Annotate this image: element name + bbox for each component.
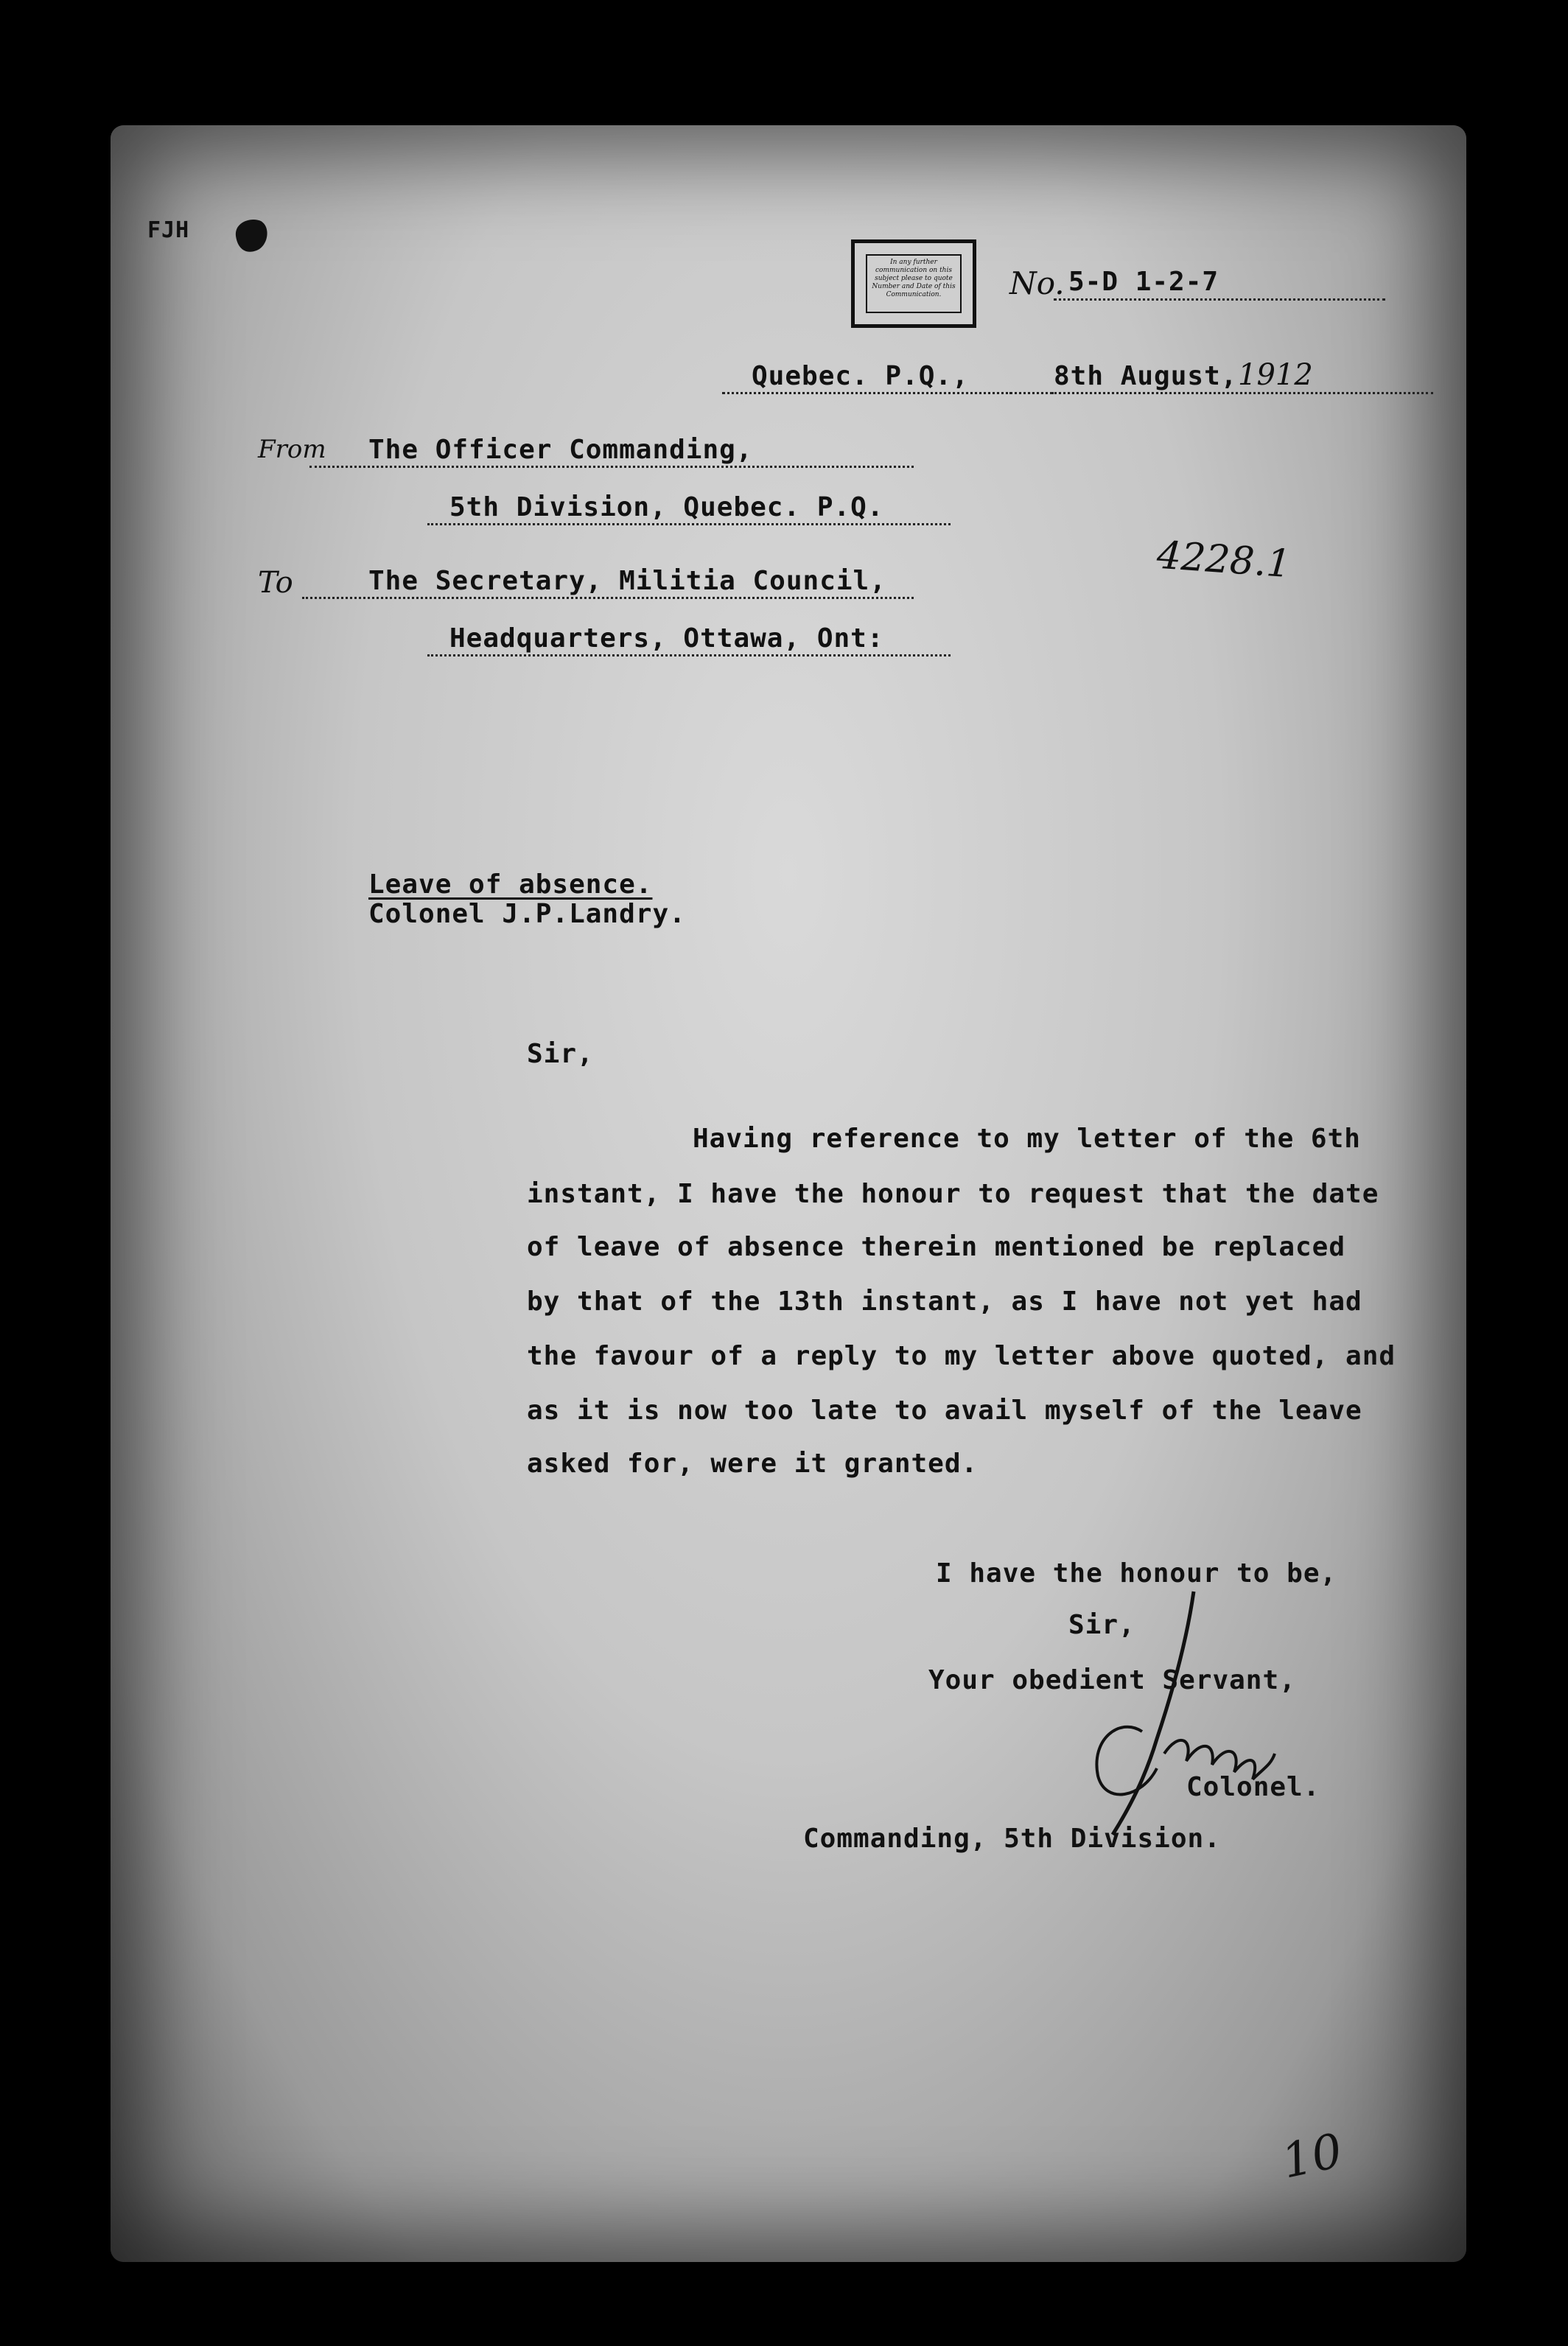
closing-line-2: Sir, [1068,1610,1135,1640]
ink-blot-icon [228,214,273,258]
number-label: No. [1009,265,1065,301]
place-dotline [722,392,1054,394]
body-line: of leave of absence therein mentioned be replaced [527,1232,1346,1262]
salutation: Sir, [527,1039,594,1069]
from-line-1: The Officer Commanding, [368,435,753,465]
body-line: as it is now too late to avail myself of the leave [527,1396,1362,1426]
file-number: 5-D 1-2-7 [1068,267,1219,297]
from-label: From [258,435,326,464]
stamp-text: In any further communication on this subject please to quote Number and Date of this Communication. [866,254,962,313]
number-dotline [1054,298,1385,301]
commanding-title: Commanding, 5th Division. [803,1824,1221,1854]
to-dotline-2 [427,654,951,656]
closing-line-3: Your obedient Servant, [928,1665,1296,1695]
date-place: Quebec. P.Q., [752,361,969,391]
body-line: the favour of a reply to my letter above quoted, and [527,1341,1396,1371]
body-line: instant, I have the honour to request that the date [527,1179,1379,1209]
subject-line-2: Colonel J.P.Landry. [368,899,686,929]
to-line-2: Headquarters, Ottawa, Ont: [449,623,884,654]
to-line-1: The Secretary, Militia Council, [368,566,886,596]
date-dotline [1009,392,1433,394]
closing-line-1: I have the honour to be, [936,1558,1337,1589]
body-line: by that of the 13th instant, as I have not yet had [527,1286,1362,1317]
signature [973,1584,1312,1849]
file-mark: FJH [147,217,190,243]
body-line: asked for, were it granted. [527,1449,979,1479]
date-year: 1912 [1238,358,1313,392]
letter-page [111,125,1466,2262]
body-line: Having reference to my letter of the 6th [693,1124,1361,1154]
from-dotline-1 [309,466,914,468]
rank: Colonel. [1186,1772,1320,1802]
handwritten-reference: 4228.1 [1155,533,1292,587]
to-dotline-1 [302,597,914,599]
page-number: 10 [1277,2123,1348,2190]
reference-stamp [851,239,976,328]
to-label: To [258,566,293,600]
date-day-month: 8th August, [1054,361,1238,391]
from-line-2: 5th Division, Quebec. P.Q. [449,492,884,522]
subject-line-1: Leave of absence. [368,869,653,900]
from-dotline-2 [427,523,951,525]
